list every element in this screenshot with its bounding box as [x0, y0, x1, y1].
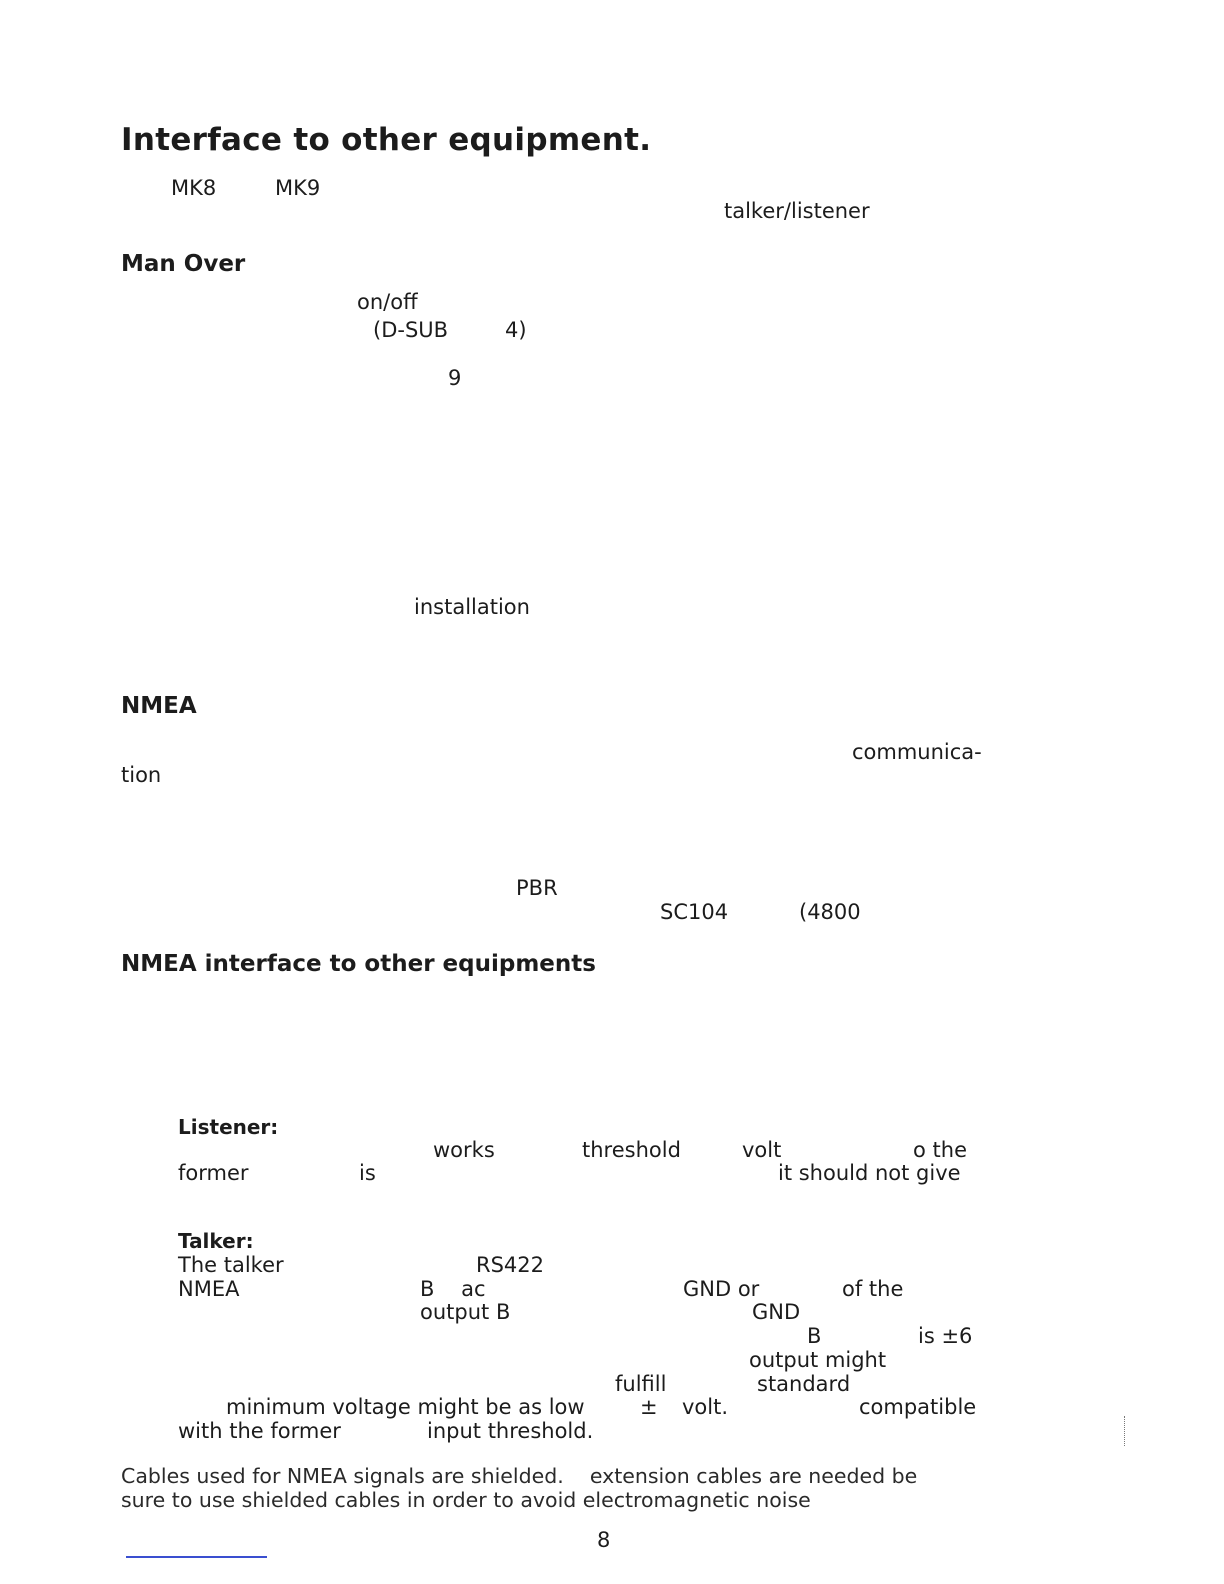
talker-of-the: of the [842, 1277, 904, 1301]
bottom-rule [126, 1556, 267, 1558]
nmea-pbr: PBR [516, 876, 558, 900]
talker-pm: ± [640, 1395, 658, 1419]
listener-should-not-give: it should not give [778, 1161, 961, 1185]
listener-is: is [359, 1161, 376, 1185]
mob-heading: Man Over [121, 251, 246, 277]
nmea-baud: (4800 [799, 900, 861, 924]
talker-nmea: NMEA [178, 1277, 240, 1301]
mob-on-off: on/off [357, 290, 418, 314]
footnote-line-1: Cables used for NMEA signals are shielded. extension cables are needed be [121, 1464, 918, 1488]
talker-volt: volt. [682, 1395, 729, 1419]
listener-volt: volt [742, 1138, 782, 1162]
intro-mk8: MK8 [171, 176, 217, 200]
mob-installation: installation [414, 595, 530, 619]
scan-edge-mark [1124, 1416, 1127, 1446]
intro-talker-listener: talker/listener [724, 199, 870, 223]
talker-label: Talker: [178, 1229, 254, 1253]
mob-pin-four: 4) [505, 318, 527, 342]
listener-threshold: threshold [582, 1138, 681, 1162]
listener-label: Listener: [178, 1115, 279, 1139]
nmea-heading: NMEA [121, 693, 197, 719]
page-title: Interface to other equipment. [121, 122, 652, 158]
listener-former: former [178, 1161, 249, 1185]
talker-compatible: compatible [859, 1395, 977, 1419]
mob-pin-nine: 9 [448, 366, 462, 390]
talker-with-former: with the former [178, 1419, 341, 1443]
talker-gnd-or: GND or [683, 1277, 760, 1301]
listener-o-the: o the [913, 1138, 967, 1162]
mob-dsub: (D-SUB [373, 318, 449, 342]
talker-output-b: output B [420, 1300, 511, 1324]
talker-input-threshold: input threshold. [427, 1419, 594, 1443]
talker-b-ac: B ac [420, 1277, 486, 1301]
talker-standard: standard [757, 1372, 851, 1396]
talker-min-voltage: minimum voltage might be as low [226, 1395, 585, 1419]
nmea-communica: communica- [852, 740, 982, 764]
talker-fulfill: fulfill [615, 1372, 667, 1396]
listener-works: works [433, 1138, 495, 1162]
talker-b: B [807, 1324, 822, 1348]
nmea-sc104: SC104 [660, 900, 729, 924]
talker-gnd: GND [752, 1300, 801, 1324]
talker-rs422: RS422 [476, 1253, 545, 1277]
nmea-interface-heading: NMEA interface to other equipments [121, 951, 596, 977]
page-number: 8 [597, 1528, 611, 1552]
talker-output-might: output might [749, 1348, 887, 1372]
footnote-line-2: sure to use shielded cables in order to avoid electromagnetic noise [121, 1488, 811, 1512]
intro-mk9: MK9 [275, 176, 321, 200]
talker-is-pm6: is ±6 [918, 1324, 973, 1348]
talker-the-talker: The talker [178, 1253, 284, 1277]
nmea-tion: tion [121, 763, 162, 787]
